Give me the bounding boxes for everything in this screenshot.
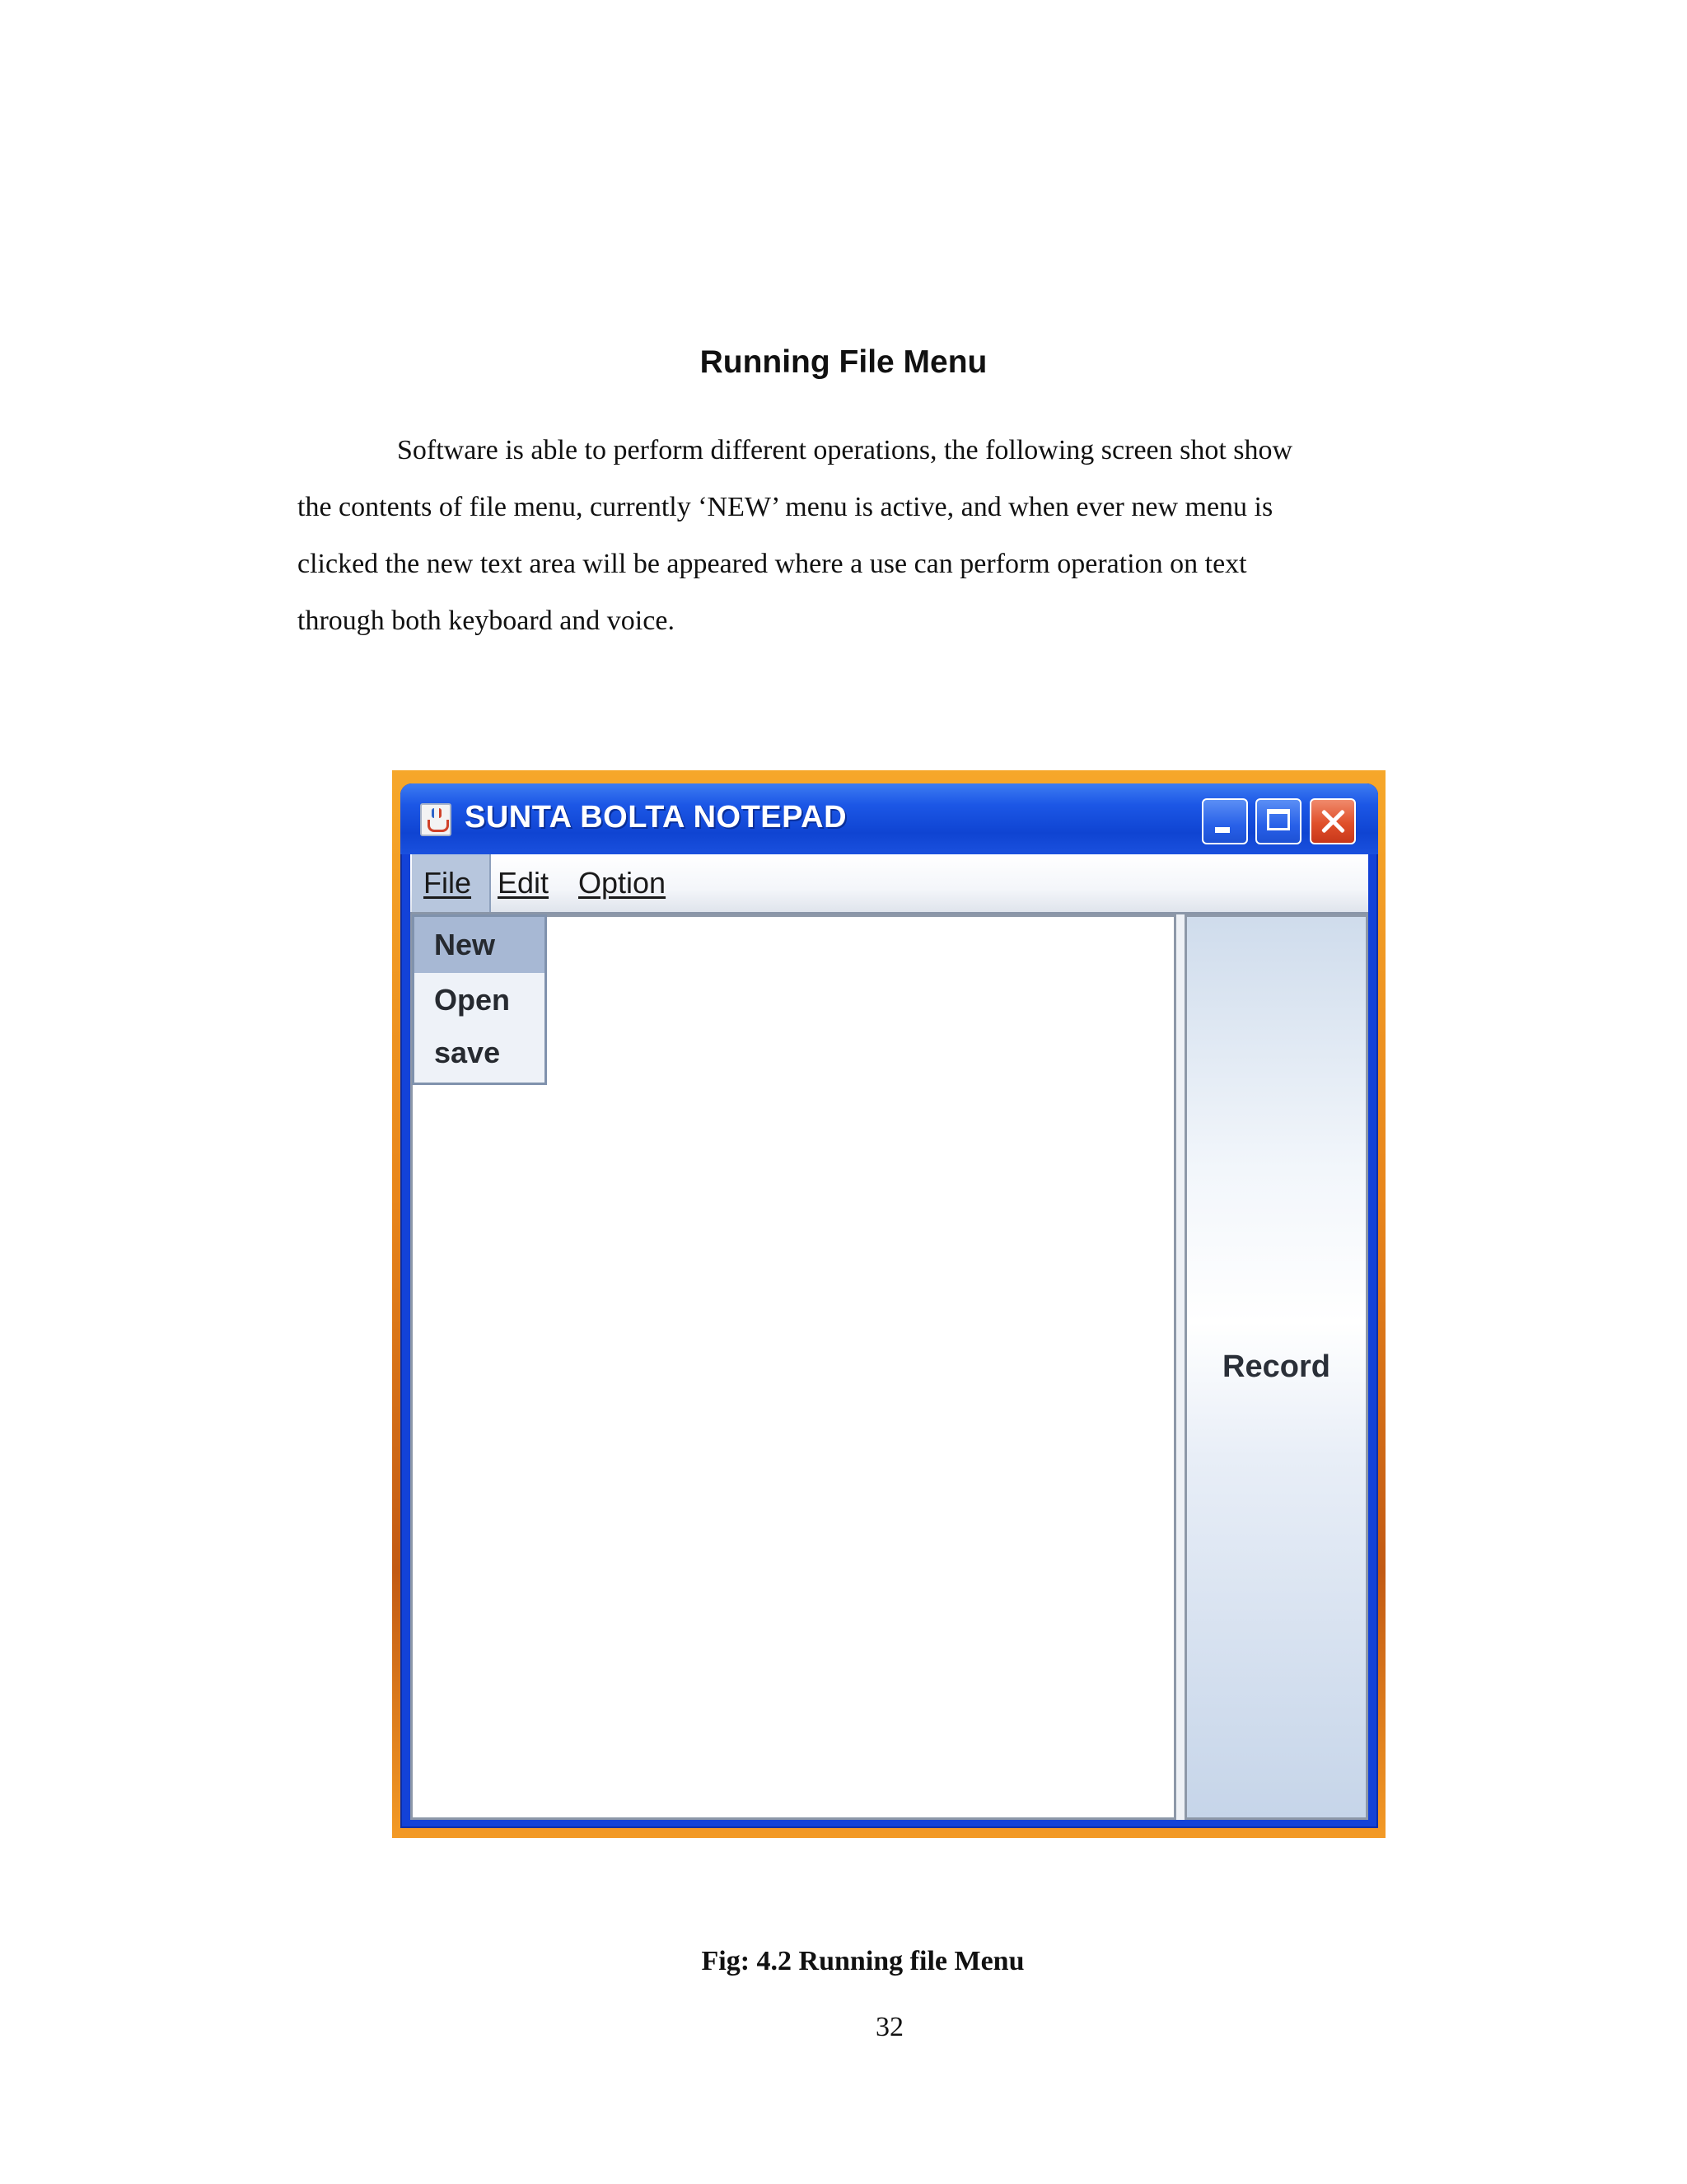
notepad-window [400,783,1378,1828]
menu-bar [410,854,1368,914]
paragraph-line: the contents of file menu, currently ‘NEW’ menu is active, and when ever new menu is [297,492,1273,522]
page-number: 32 [876,2012,904,2042]
paragraph-line: clicked the new text area will be appeared where a use can perform operation on text [297,549,1247,579]
menu-item-new[interactable]: New [414,917,544,973]
record-button[interactable] [1185,914,1368,1820]
paragraph-line: through both keyboard and voice. [297,606,675,636]
window-title: SUNTA BOLTA NOTEPAD [465,800,848,835]
maximize-button[interactable] [1255,798,1301,844]
record-button-label: Record [1222,1349,1330,1384]
menu-edit[interactable]: Edit [498,866,549,900]
figure-caption: Fig: 4.2 Running file Menu [701,1946,1025,1976]
menu-item-open[interactable]: Open [434,983,511,1017]
body-paragraph [297,422,1385,649]
file-menu-dropdown [412,914,547,1085]
window-client-area [410,854,1368,1820]
title-bar[interactable] [400,783,1378,854]
menu-file[interactable]: File [412,854,491,912]
close-button[interactable] [1310,798,1356,844]
menu-option[interactable]: Option [578,866,666,900]
section-heading: Running File Menu [699,344,988,380]
paragraph-line: Software is able to perform different operations, the following screen shot show [397,435,1293,465]
screenshot-figure [392,770,1386,1838]
java-cup-icon [420,803,451,836]
minimize-button[interactable] [1202,798,1248,844]
menu-item-save[interactable]: save [434,1036,501,1069]
